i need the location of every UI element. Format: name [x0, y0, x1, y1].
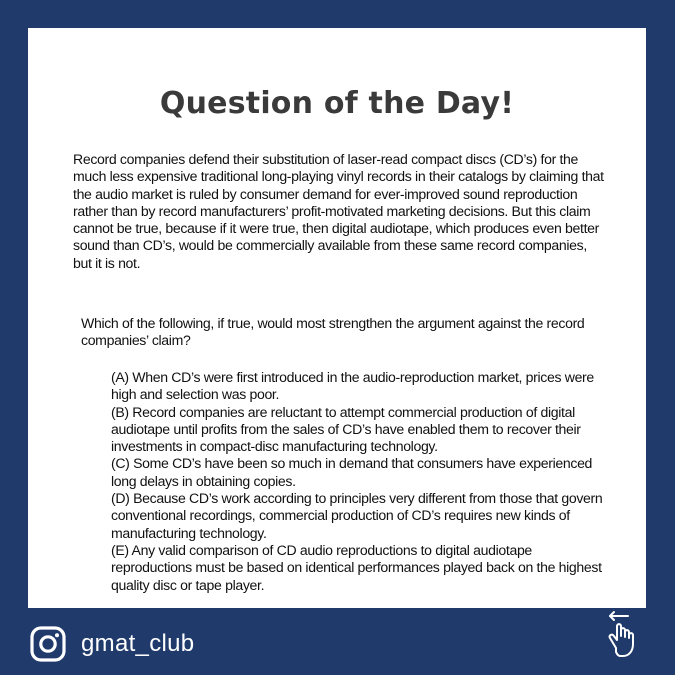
card-title: Question of the Day! [159, 86, 515, 121]
answer-options [111, 369, 611, 594]
question-card [28, 28, 646, 608]
social-handle-group[interactable] [30, 622, 194, 666]
answer-option-d: (D) Because CD’s work according to principles very different from those that govern conventional recordings, commercial production of CD’s requires new kinds of manufacturing technology. [111, 490, 603, 541]
answer-option-c: (C) Some CD’s have been so much in demand that consumers have experienced long delays in obtaining copies. [111, 455, 593, 489]
instagram-icon [30, 626, 66, 662]
question-prompt: Which of the following, if true, would most strengthen the argument against the record companies’ claim? [81, 315, 585, 349]
instagram-handle: gmat_club [81, 630, 195, 657]
swipe-hand-icon [598, 608, 646, 660]
question-passage: Record companies defend their substitution of laser-read compact discs (CD’s) for the much less expensive traditional long-playing vinyl records in their catalogs by claiming that the audio market is ruled by consumer demand for ever-improved sound reproduction rather than by record manufacturers’ profit-motivated marketing decisions. But this claim cannot be true, because if it were true, then digital audiotape, which produces even better sound than CD’s, would be commercially available from these same record companies, but it is not. [73, 151, 604, 271]
answer-option-e: (E) Any valid comparison of CD audio reproductions to digital audiotape reproductions must be based on identical performances played back on the highest quality disc or tape player. [111, 541, 602, 593]
answer-option-b: (B) Record companies are reluctant to attempt commercial production of digital audiotape until profits from the sales of CD’s have enabled them to recover their investments in compact-disc manufacturing technology. [111, 403, 581, 455]
answer-option-a: (A) When CD’s were first introduced in the audio-reproduction market, prices were high and selection was poor. [111, 369, 594, 403]
